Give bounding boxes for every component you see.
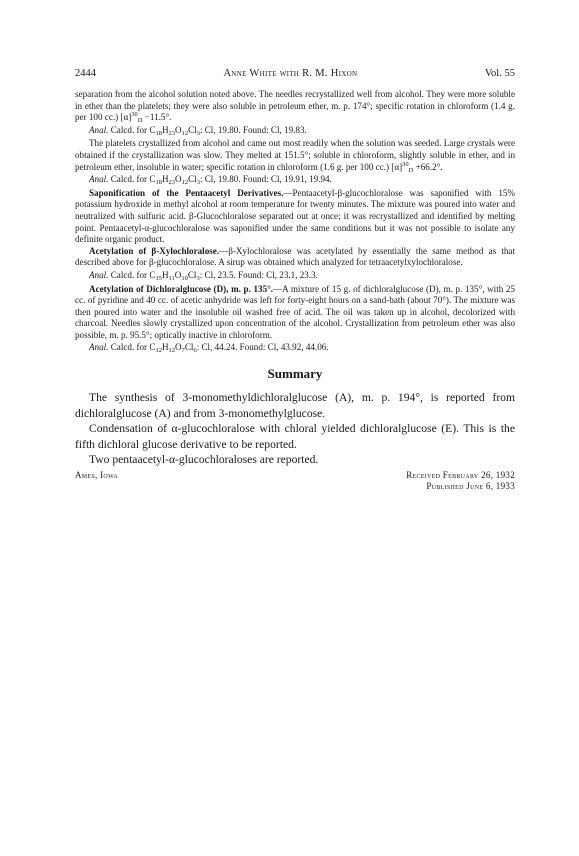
paragraph-xylochloralose: Acetylation of β-Xylochloralose.—β-Xylochloralose was acetylated by essentially the same method as that described above for β-glucochloralose. A sirup was obtained which analyzed for tetraacetylxylochloralose. <box>75 245 515 268</box>
summary-heading: Summary <box>267 366 323 382</box>
paragraph-saponification: Saponification of the Pentaacetyl Derivatives.—Pentaacetyl-β-glucochloralose was saponified with 15% potassium hydroxide in methyl alcohol at room temperature for twenty minutes. The mixture was poured into water and neutralized with sulfuric acid. β-Glucochloralose separated out at once; it was recrystallized and identified by melting point. Pentaacetyl-α-glucochloralose was saponified under the same conditions but it was not possible to isolate any definite organic product. <box>75 187 515 245</box>
summary-section <box>75 390 515 468</box>
page-header <box>75 68 515 79</box>
analysis-line-3: Anal. Calcd. for $C_{15}H_{11}O_{10}Cl_3$: Cl, 23.5. Found: Cl, 23.1, 23.3. <box>89 269 318 282</box>
running-title: Anne White with R. M. Hixon <box>223 68 358 79</box>
summary-paragraph-2: Condensation of α-glucochloralose with chloral yielded dichloralglucose (E). This is the fifth dichloral glucose derivative to be reported. <box>75 422 515 451</box>
volume: Vol. 55 <box>484 68 515 79</box>
published-date: Published June 6, 1933 <box>426 481 515 492</box>
journal-page <box>75 68 515 492</box>
dates <box>406 470 515 492</box>
article-footer <box>75 470 515 492</box>
experimental-section <box>75 89 515 354</box>
page-number: 2444 <box>75 68 96 79</box>
location: Ames, Iowa <box>75 470 118 481</box>
analysis-line-2: Anal. Calcd. for $C_{18}H_{23}O_{12}Cl_3$: Cl, 19.80. Found: Cl, 19.91, 19.94. <box>89 174 332 187</box>
paragraph-dichloralglucose: Acetylation of Dichloralglucose (D), m. p. 135°.—A mixture of 15 g. of dichloralglucose (D), m. p. 135°, with 25 cc. of pyridine and 40 cc. of acetic anhydride was left for forty-eight hours on a sand-bath (about 70°). The mixture was then poured into water and the insoluble oil washed free of acid. The oil was taken up in alcohol, decolorized with charcoal. Needles slowly crystallized upon concentration of the alcohol. Crystallization from petroleum ether was also possible, m. p. 95.5°; optically inactive in chloroform. <box>75 283 515 340</box>
paragraph-needles: separation from the alcohol solution noted above. The needles recrystallized well from alcohol. They were more soluble in ether than the platelets; they were also soluble in petroleum ether, m. p. 174°; specific rotation in chloroform (1.4 g. per 100 cc.) $[\alpha]^{30}_D -11.5^\circ$. <box>75 89 515 125</box>
summary-paragraph-3: Two pentaacetyl-α-glucochloraloses are reported. <box>89 453 319 467</box>
analysis-line-1: Anal. Calcd. for $C_{18}H_{23}O_{12}Cl_3$: Cl, 19.80. Found: Cl, 19.83. <box>89 124 307 137</box>
analysis-line-4: Anal. Calcd. for $C_{12}H_{12}O_7Cl_6$: Cl, 44.24. Found: Cl, 43.92, 44.06. <box>89 342 329 355</box>
summary-paragraph-1: The synthesis of 3-monomethyldichloralglucose (A), m. p. 194°, is reported from dichloralglucose (A) and from 3-monomethylglucose. <box>75 391 515 420</box>
received-date: Received February 26, 1932 <box>406 470 515 481</box>
paragraph-platelets: The platelets crystallized from alcohol and came out most readily when the solution was seeded. Large crystals were obtained if the crystallization was slow. They melted at 151.5°; soluble in chloroform, slightly soluble in ether, and in petroleum ether, insoluble in water; specific rotation in chloroform (1.6 g. per 100 cc.) $[\alpha]^{30}_D +66.2^\circ$. <box>75 138 515 174</box>
